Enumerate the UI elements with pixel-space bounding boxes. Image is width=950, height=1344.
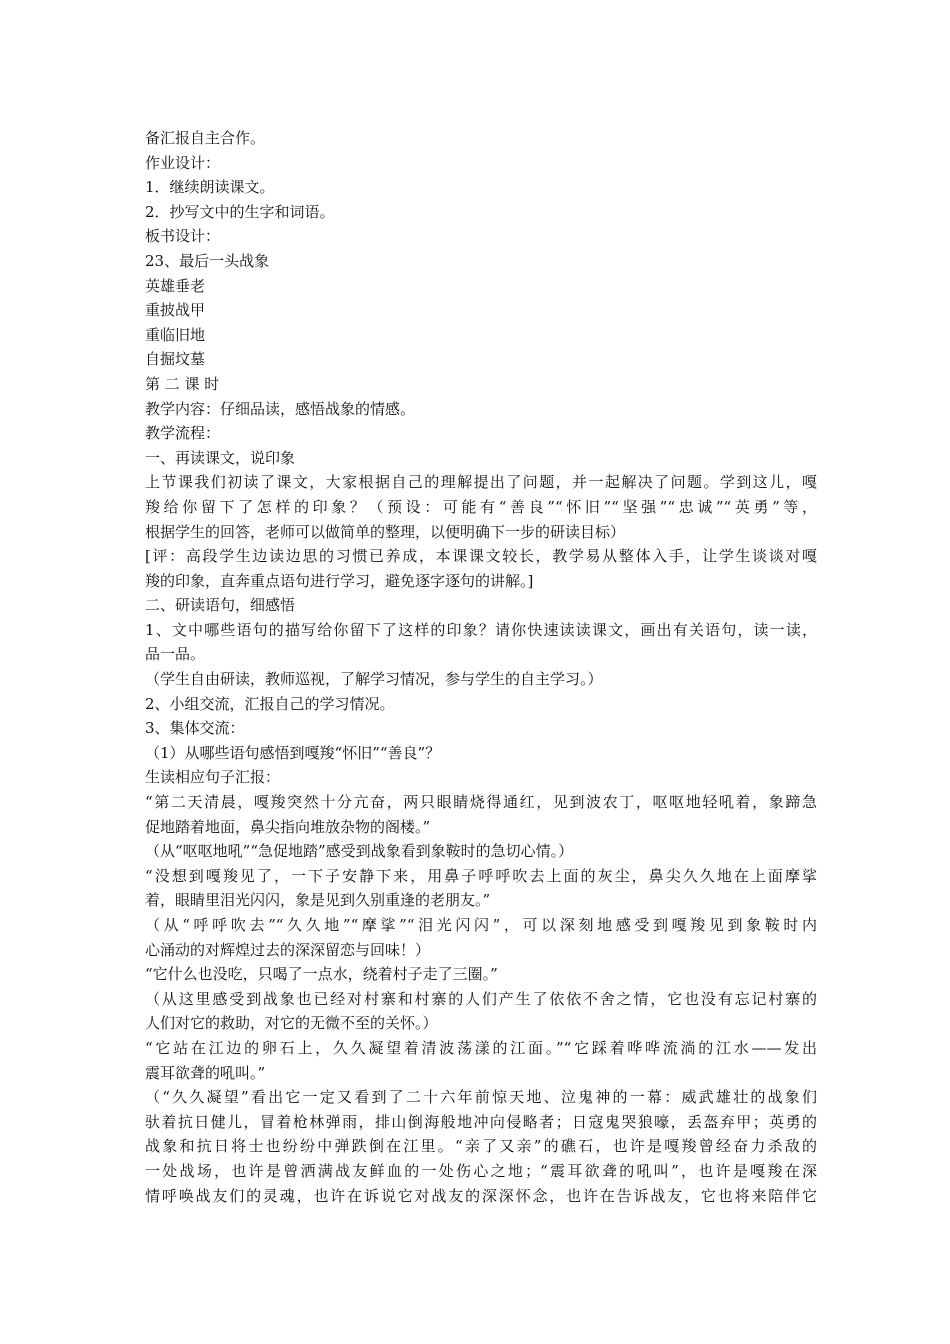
text-line: 重披战甲	[145, 301, 206, 320]
section-heading: 作业设计：	[145, 153, 221, 172]
text-line: （学生自由研读，教师巡视，了解学习情况，参与学生的自主学习。）	[145, 670, 603, 689]
text-line: 羧给你留下了怎样的印象？（预设：可能有“善良”“怀旧”“坚强”“忠诚”“英勇”等，	[145, 497, 817, 516]
section-heading: 一、再读课文，说印象	[145, 448, 296, 467]
document-body	[145, 126, 817, 1208]
text-line: 教学内容：仔细品读，感悟战象的情感。	[145, 399, 416, 418]
section-heading: 二、研读语句，细感悟	[145, 596, 296, 615]
text-line: 战象和抗日将士也纷纷中弹跌倒在江里。“亲了又亲”的礁石，也许是嘎羧曾经奋力杀敌的	[145, 1137, 817, 1156]
text-line: 自掘坟墓	[145, 350, 206, 369]
text-line: 上节课我们初读了课文，大家根据自己的理解提出了问题，并一起解决了问题。学到这儿，嘎	[145, 473, 817, 492]
text-line: 1．继续朗读课文。	[145, 178, 275, 197]
text-line: [评：高段学生边读边思的习惯已养成，本课课文较长，教学易从整体入手，让学生谈谈对嘎	[145, 547, 817, 566]
text-line: 生读相应句子汇报：	[145, 768, 281, 787]
text-line: 情呼唤战友们的灵魂，也许在诉说它对战友的深深怀念，也许在告诉战友，它也将来陪伴它	[145, 1186, 817, 1205]
text-line: 着，眼睛里泪光闪闪，象是见到久别重逢的老朋友。”	[145, 891, 491, 910]
text-line: 心涌动的对辉煌过去的深深留恋与回味！）	[145, 940, 431, 959]
text-line: 促地踏着地面，鼻尖指向堆放杂物的阁楼。”	[145, 817, 431, 836]
text-line: “第二天清晨，嘎羧突然十分亢奋，两只眼睛烧得通红，见到波农丁，呕呕地轻吼着，象蹄急	[145, 793, 817, 812]
text-line: 备汇报自主合作。	[145, 129, 266, 147]
text-line: （从这里感受到战象也已经对村寨和村寨的人们产生了依依不舍之情，它也没有忘记村寨的	[145, 989, 817, 1008]
text-line: 品一品。	[145, 645, 206, 664]
text-line: 人们对它的救助，对它的无微不至的关怀。）	[145, 1014, 438, 1033]
text-line: 驮着抗日健儿，冒着枪林弹雨，排山倒海般地冲向侵略者；日寇鬼哭狼嚎，丢盔弃甲；英勇的	[145, 1112, 817, 1131]
text-line: （1）从哪些语句感悟到嘎羧“怀旧”“善良”？	[145, 743, 441, 762]
text-line: “它站在江边的卵石上，久久凝望着清波荡漾的江面。”“它踩着哗哗流淌的江水——发出	[145, 1038, 817, 1057]
text-line: 2、小组交流，汇报自己的学习情况。	[145, 694, 395, 713]
text-line: 震耳欲聋的吼叫。”	[145, 1063, 266, 1082]
text-line: （从“呼呼吹去”“久久地”“摩挲”“泪光闪闪”，可以深刻地感受到嘎羧见到象鞍时内	[145, 916, 817, 934]
text-line: “它什么也没吃，只喝了一点水，绕着村子走了三圈。”	[145, 965, 498, 984]
text-line: “没想到嘎羧见了，一下子安静下来，用鼻子呼呼吹去上面的灰尘，鼻尖久久地在上面摩挲	[145, 866, 817, 885]
text-line: 羧的印象，直奔重点语句进行学习，避免逐字逐句的讲解。]	[145, 571, 534, 590]
text-line: 根据学生的回答，老师可以做简单的整理，以便明确下一步的研读目标）	[145, 522, 626, 541]
text-line: 重临旧地	[145, 325, 206, 344]
text-line: 23、最后一头战象	[145, 251, 270, 270]
section-heading: 第 二 课 时	[145, 374, 220, 393]
text-line: 英雄垂老	[145, 276, 206, 295]
text-line: （从“呕呕地吼”“急促地踏”感受到战象看到象鞍时的急切心情。）	[145, 842, 574, 861]
section-heading: 板书设计：	[145, 227, 221, 246]
text-line: （“久久凝望”看出它一定又看到了二十六年前惊天地、泣鬼神的一幕：威武雄壮的战象们	[145, 1088, 817, 1107]
text-line: 2．抄写文中的生字和词语。	[145, 202, 335, 221]
text-line: 3、集体交流：	[145, 719, 245, 738]
section-heading: 教学流程：	[145, 424, 221, 443]
text-line: 1、文中哪些语句的描写给你留下了这样的印象？请你快速读读课文，画出有关语句，读一读，	[145, 620, 817, 639]
text-line: 一处战场，也许是曾洒满战友鲜血的一处伤心之地；“震耳欲聋的吼叫”，也许是嘎羧在深	[145, 1161, 817, 1180]
